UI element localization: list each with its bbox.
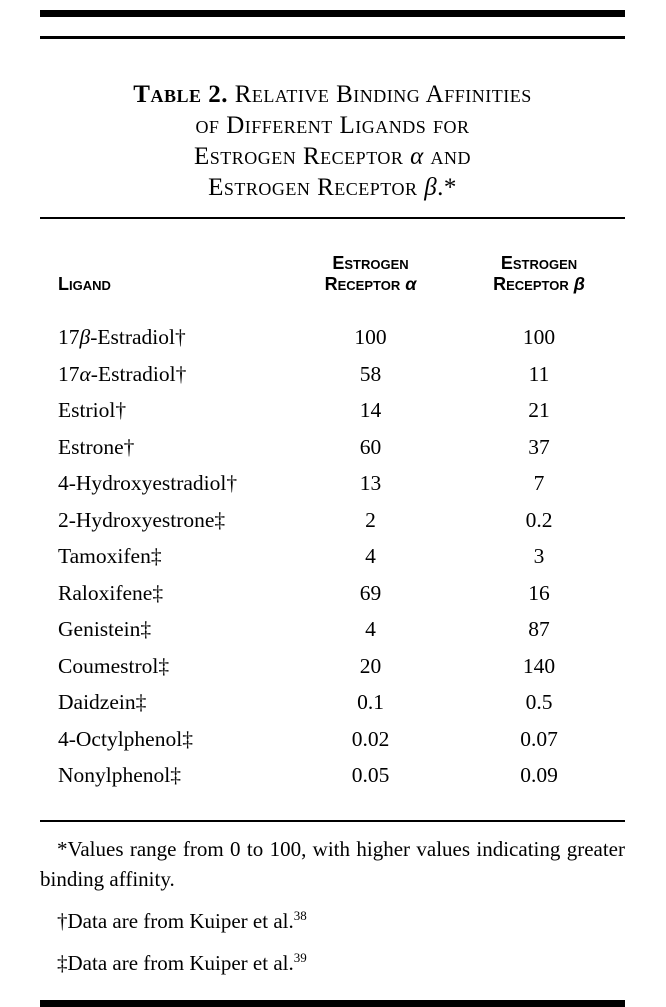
title-separator-rule [40, 217, 625, 219]
table-row [40, 648, 625, 685]
ligand-cell: Raloxifene‡ [58, 580, 164, 605]
ligand-cell: Coumestrol‡ [58, 653, 170, 678]
ligand-cell: 2-Hydroxyestrone‡ [58, 507, 226, 532]
er-beta-value-cell: 37 [528, 434, 550, 459]
er-alpha-value-cell: 20 [359, 653, 382, 678]
er-alpha-value-cell: 4 [365, 617, 376, 641]
ligand-cell: 17α-Estradiol† [58, 361, 187, 386]
er-alpha-value-cell: 0.1 [357, 690, 384, 714]
er-alpha-value-cell: 60 [359, 434, 382, 459]
er-beta-value-cell: 21 [528, 398, 550, 422]
ligand-cell: Estriol† [58, 398, 127, 422]
ligand-cell: 4-Hydroxyestradiol† [58, 471, 238, 495]
title-text: of Different Ligands for [195, 112, 470, 139]
col-header-er-beta [453, 253, 625, 319]
title-line [40, 172, 625, 203]
beta-symbol: β [424, 174, 438, 201]
alpha-symbol: α [405, 274, 417, 294]
title-line [40, 141, 625, 172]
er-beta-value-cell: 0.09 [520, 763, 558, 787]
er-beta-value-cell: 0.5 [525, 690, 553, 714]
er-alpha-value-cell: 4 [365, 544, 376, 568]
table-body [40, 319, 625, 794]
col-header-ligand [40, 253, 288, 319]
title-line [40, 110, 625, 141]
footnote: †Data are from Kuiper et al.$^{38}$ [57, 907, 307, 933]
alpha-symbol: α [410, 143, 424, 170]
title-text: Estrogen Receptor [193, 143, 411, 170]
top-rule-heavy [40, 10, 625, 17]
er-beta-value-cell: 100 [522, 325, 556, 349]
binding-affinity-table [40, 253, 625, 794]
table-title [40, 79, 625, 203]
table-row [40, 684, 625, 721]
er-alpha-header-line2: Receptor [324, 274, 406, 294]
title-text: Relative Binding Affinities [227, 81, 532, 108]
table-row [40, 575, 625, 612]
er-alpha-value-cell: 58 [359, 361, 382, 386]
bottom-rule-heavy [40, 1000, 625, 1007]
table-row [40, 392, 625, 429]
ligand-cell: Genistein‡ [58, 617, 152, 641]
ligand-cell: Nonylphenol‡ [58, 763, 182, 787]
footnote: ‡Data are from Kuiper et al.$^{39}$ [57, 949, 307, 975]
er-alpha-value-cell: 13 [359, 471, 382, 495]
table-row [40, 757, 625, 794]
title-text: and [423, 143, 471, 170]
table-row [40, 429, 625, 466]
er-beta-header-line1: Estrogen [500, 253, 578, 273]
er-beta-value-cell: 140 [522, 653, 556, 678]
er-beta-value-cell: 11 [528, 361, 550, 386]
reference-superscript: 38 [293, 907, 307, 923]
er-alpha-value-cell: 100 [354, 325, 387, 349]
table-row [40, 319, 625, 356]
beta-symbol: β [79, 325, 91, 349]
er-alpha-value-cell: 2 [365, 507, 376, 532]
ligand-cell: Daidzein‡ [58, 690, 147, 714]
table-row [40, 611, 625, 648]
er-beta-value-cell: 16 [528, 580, 550, 605]
ligand-cell: Estrone† [58, 434, 135, 459]
reference-superscript: 39 [293, 949, 307, 965]
ligand-cell: Tamoxifen‡ [58, 544, 162, 568]
table-row [40, 356, 625, 393]
footnote: *Values range from 0 to 100, with higher values indicating greater binding affinity. [40, 836, 625, 891]
er-beta-value-cell: 0.07 [520, 726, 558, 751]
table-row [40, 538, 625, 575]
er-alpha-value-cell: 14 [359, 398, 382, 422]
table-row [40, 502, 625, 539]
er-alpha-value-cell: 0.05 [351, 763, 390, 787]
er-alpha-value-cell: 0.02 [351, 726, 390, 751]
er-beta-value-cell: 3 [533, 544, 545, 568]
ligand-header-label: Ligand [58, 274, 111, 294]
er-alpha-value-cell: 69 [359, 580, 382, 605]
beta-symbol: β [573, 274, 585, 294]
ligand-cell: 4-Octylphenol‡ [58, 726, 193, 751]
er-beta-value-cell: 0.2 [525, 507, 553, 532]
title-text: Estrogen Receptor [208, 174, 425, 201]
er-beta-header-line2: Receptor [493, 274, 574, 294]
title-text: .* [437, 174, 457, 201]
alpha-symbol: α [79, 361, 91, 386]
table-row [40, 465, 625, 502]
top-rule-light [40, 36, 625, 39]
col-header-er-alpha [288, 253, 453, 319]
table-row [40, 721, 625, 758]
er-beta-value-cell: 7 [533, 471, 545, 495]
footnotes [40, 822, 625, 978]
header-row [40, 253, 625, 319]
table-number: Table 2. [133, 81, 228, 108]
title-line [40, 79, 625, 110]
er-alpha-header-line1: Estrogen [332, 253, 409, 273]
ligand-cell: 17β-Estradiol† [58, 325, 186, 349]
er-beta-value-cell: 87 [528, 617, 550, 641]
